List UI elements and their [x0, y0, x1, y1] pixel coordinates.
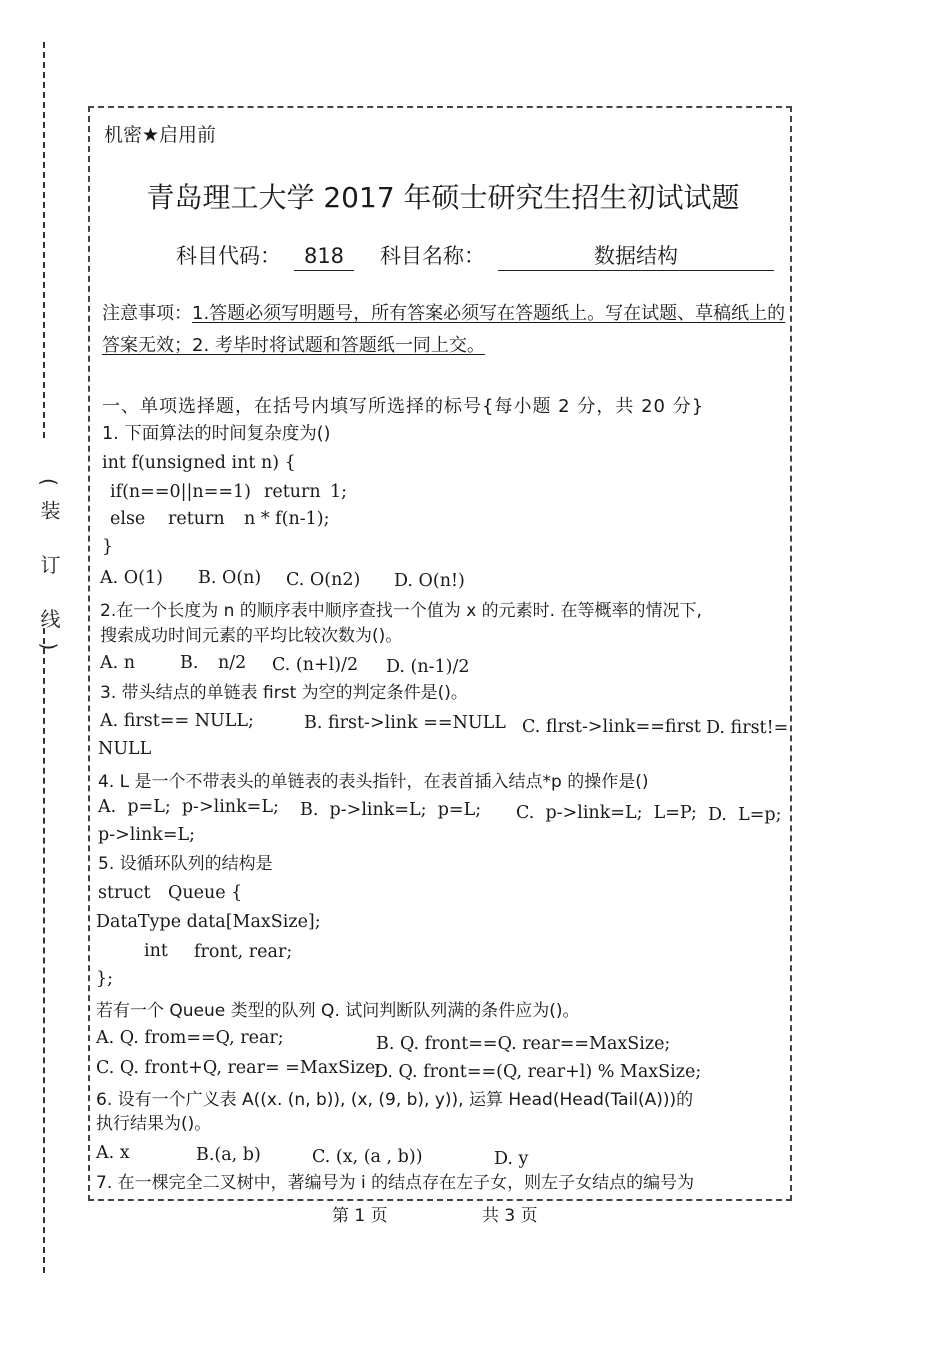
subject-name: [498, 242, 774, 271]
q2-option-d: D. (n-1)/2: [386, 657, 470, 677]
notice: [102, 298, 786, 362]
q1-code-line: int f(unsigned int n) {: [102, 453, 296, 473]
q4-option-c: C. p->link=L; L=P;: [516, 803, 697, 823]
q5-option-d: D. Q. front==(Q, rear+l) % MaxSize;: [374, 1062, 702, 1082]
q1-code-line: n * f(n-1);: [244, 509, 330, 529]
q5-code-line: struct: [98, 883, 151, 903]
q4-option-b: B. p->link=L; p=L;: [300, 800, 482, 820]
q3-stem: 3. 带头结点的单链表 first 为空的判定条件是()。: [100, 683, 468, 703]
q1-code-line: return: [264, 482, 321, 502]
q1-code-line: if(n==0||n==1): [110, 482, 251, 502]
q5-option-c: C. Q. front+Q, rear= =MaxSize;: [96, 1058, 382, 1078]
q5-code-line: DataType data[MaxSize];: [96, 912, 321, 932]
q1-option-c: C. O(n2): [286, 570, 361, 590]
notice-text-1: 1.答题必须写明题号，所有答案必须写在答题纸上。写在试题、草稿纸上的答案无效；: [102, 303, 786, 356]
q6-option-b: B.(a, b): [196, 1145, 261, 1165]
q2-option-a: A. n: [100, 653, 136, 673]
q1-option-d: D. O(n!): [394, 571, 465, 591]
q6-stem-line-1: 6. 设有一个广义表 A((x. (n, b)), (x, (9, b), y)), 运算 Head(Head(Tail(A)))的: [96, 1090, 694, 1110]
q4-stem: 4. L 是一个不带表头的单链表的表头指针，在表首插入结点*p 的操作是(): [98, 772, 649, 792]
q5-code-line: int: [144, 941, 168, 961]
notice-text-2: 2. 考毕时将试题和答题纸一同上交。: [192, 335, 485, 356]
exam-title: 青岛理工大学 2017 年硕士研究生招生初试试题: [146, 181, 740, 214]
q3-option-d: D. first!=: [706, 718, 789, 738]
page-total: 共 3 页: [482, 1206, 538, 1226]
binding-line-bottom: [43, 628, 45, 1273]
q1-option-a: A. O(1): [100, 568, 163, 588]
q4-option-a: A. p=L; p->link=L;: [98, 797, 279, 817]
q7-stem: 7. 在一棵完全二叉树中，著编号为 i 的结点存在左子女，则左子女结点的编号为: [96, 1173, 695, 1193]
q6-option-d: D. y: [494, 1149, 529, 1169]
q3-option-b: B. first->link ==NULL: [304, 713, 506, 733]
q2-option-c: C. (n+l)/2: [272, 655, 359, 675]
q1-code-line: else: [110, 509, 146, 529]
binding-line-top: [43, 42, 45, 438]
q4-option-d: D. L=p;: [708, 805, 782, 825]
subject-name-value: 数据结构: [498, 242, 774, 271]
q3-option-c: C. flrst->link==first: [522, 717, 701, 737]
q2-stem-line-1: 2.在一个长度为 n 的顺序表中顺序查找一个值为 x 的元素时. 在等概率的情况下,: [100, 601, 702, 621]
q2-option-b-value: n/2: [218, 653, 247, 673]
notice-label: 注意事项：: [102, 303, 192, 324]
q1-code-line: }: [102, 537, 114, 557]
q6-stem-line-2: 执行结果为()。: [96, 1114, 212, 1134]
q1-code-line: return: [168, 509, 225, 529]
q3-option-a: A. first== NULL;: [100, 711, 254, 731]
page-number: 第 1 页: [332, 1206, 388, 1226]
q5-code-line: Queue {: [168, 883, 243, 903]
subject-code: [294, 242, 354, 271]
q4-option-d-cont: p->link=L;: [98, 825, 196, 845]
binding-label: (装 订 线): [37, 478, 61, 665]
section-heading: 一、单项选择题，在括号内填写所选择的标号{每小题 2 分，共 20 分}: [102, 396, 705, 417]
q6-option-c: C. (x, (a , b)): [312, 1147, 423, 1167]
q1-stem: 1. 下面算法的时间复杂度为(): [102, 424, 331, 444]
q2-stem-line-2: 搜索成功时间元素的平均比较次数为()。: [100, 626, 403, 646]
q5-code-line: };: [96, 969, 114, 989]
q5-stem: 5. 设循环队列的结构是: [98, 854, 273, 874]
subject-code-label: 科目代码：: [176, 244, 281, 268]
q5-option-a: A. Q. from==Q, rear;: [96, 1028, 284, 1048]
q1-option-b: B. O(n): [198, 568, 262, 588]
q6-option-a: A. x: [96, 1143, 130, 1163]
q1-code-line: 1;: [330, 482, 348, 502]
subject-code-value: 818: [294, 242, 354, 271]
q3-option-d-cont: NULL: [98, 739, 152, 759]
q2-option-b: B.: [180, 653, 199, 673]
subject-name-label: 科目名称：: [380, 244, 485, 268]
q5-question: 若有一个 Queue 类型的队列 Q. 试问判断队列满的条件应为()。: [96, 1001, 580, 1021]
confidential-mark: 机密★启用前: [104, 124, 217, 146]
q5-option-b: B. Q. front==Q. rear==MaxSize;: [376, 1034, 671, 1054]
q5-code-line: front, rear;: [194, 942, 293, 962]
